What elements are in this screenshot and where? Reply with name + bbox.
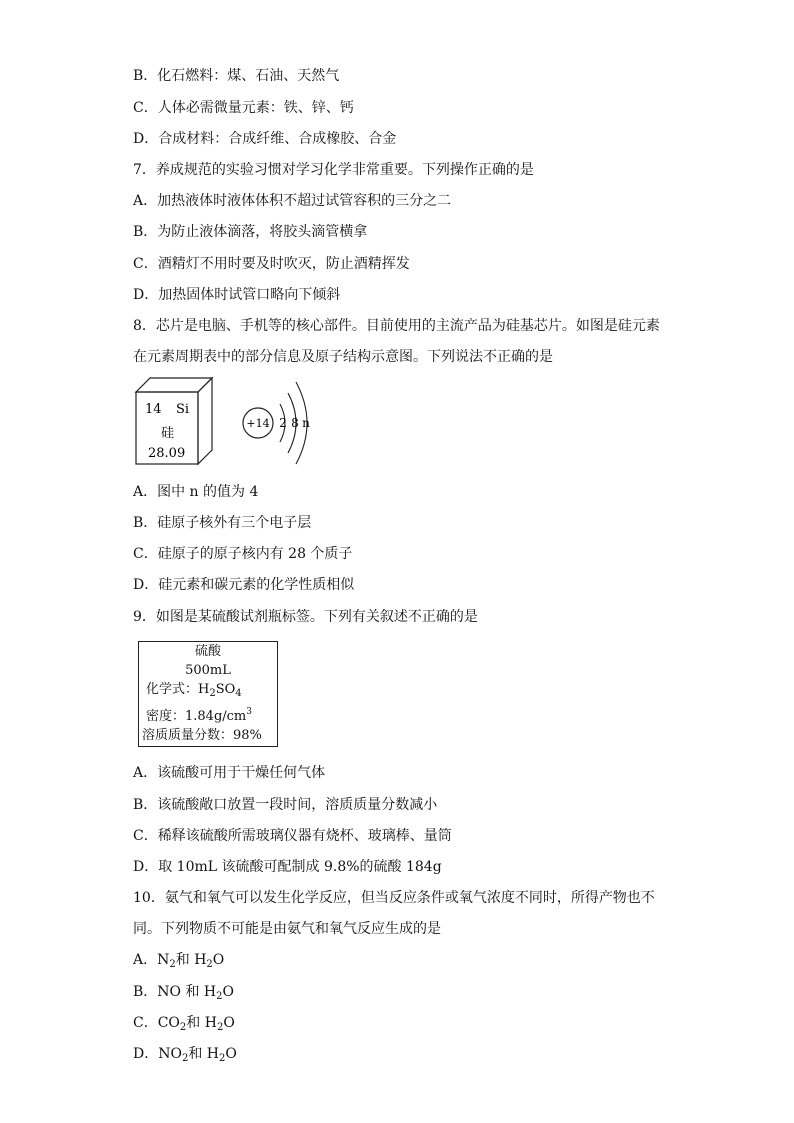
q8-stem-line2: 在元素周期表中的部分信息及原子结构示意图。下列说法不正确的是 [133, 349, 553, 365]
atomic-number: 14 [145, 402, 162, 417]
atomic-mass: 28.09 [148, 446, 186, 461]
nucleus-charge: +14 [246, 417, 270, 430]
q9-option-c: C．稀释该硫酸所需玻璃仪器有烧杯、玻璃棒、量筒 [133, 828, 452, 844]
q6-option-b: B．化石燃料：煤、石油、天然气 [133, 68, 340, 84]
q7-stem: 7．养成规范的实验习惯对学习化学非常重要。下列操作正确的是 [133, 162, 534, 178]
acid-name: 硫酸 [194, 644, 221, 659]
q7-option-c: C．酒精灯不用时要及时吹灭，防止酒精挥发 [133, 256, 410, 272]
q6-option-c: C．人体必需微量元素：铁、锌、钙 [133, 100, 354, 116]
q9-option-a: A．该硫酸可用于干燥任何气体 [133, 765, 326, 781]
q8-stem-line1: 8．芯片是电脑、手机等的核心部件。目前使用的主流产品为硅基芯片。如图是硅元素 [133, 318, 660, 334]
q8-option-c: C．硅原子的原子核内有 28 个质子 [133, 546, 353, 562]
shell-2-electrons: 8 [291, 416, 299, 430]
element-name: 硅 [161, 426, 175, 441]
element-symbol: Si [176, 402, 190, 417]
sulfuric-acid-bottle-label [138, 641, 278, 747]
q10-stem-line1: 10．氨气和氧气可以发生化学反应，但当反应条件或氧气浓度不同时，所得产物也不 [133, 890, 655, 906]
q9-option-d: D．取 10mL 该硫酸可配制成 9.8%的硫酸 184g [133, 859, 442, 875]
q10-option-d: D．$NO_2$和 $H_2O$ [133, 1046, 237, 1064]
q10-option-c: C．$CO_2$和 $H_2O$ [133, 1015, 235, 1033]
q9-option-b: B．该硫酸敞口放置一段时间，溶质质量分数减小 [133, 797, 438, 813]
q7-option-b: B．为防止液体滴落，将胶头滴管横拿 [133, 224, 368, 240]
shell-3-electrons: n [302, 416, 310, 430]
q9-stem: 9．如图是某硫酸试剂瓶标签。下列有关叙述不正确的是 [133, 609, 478, 625]
q6-option-d: D．合成材料：合成纤维、合成橡胶、合金 [133, 131, 397, 147]
acid-density: 密度：$1.84g/cm^3$ [146, 707, 252, 724]
q10-option-b: B．NO 和 $H_2O$ [133, 984, 234, 1002]
q8-option-b: B．硅原子核外有三个电子层 [133, 515, 312, 531]
silicon-element-figure [134, 376, 334, 468]
q10-stem-line2: 同。下列物质不可能是由氨气和氧气反应生成的是 [133, 921, 441, 937]
acid-volume: 500mL [185, 663, 231, 678]
acid-mass-fraction: 溶质质量分数：98% [142, 728, 262, 743]
q8-option-a: A．图中 n 的值为 4 [133, 484, 259, 500]
shell-1-electrons: 2 [279, 416, 287, 430]
q10-option-a: A．$N_2$和 $H_2O$ [133, 952, 225, 970]
q8-option-d: D．硅元素和碳元素的化学性质相似 [133, 577, 355, 593]
acid-formula: 化学式：$H_2SO_4$ [146, 682, 242, 699]
q7-option-a: A．加热液体时液体体积不超过试管容积的三分之二 [133, 193, 452, 209]
q7-option-d: D．加热固体时试管口略向下倾斜 [133, 287, 341, 303]
